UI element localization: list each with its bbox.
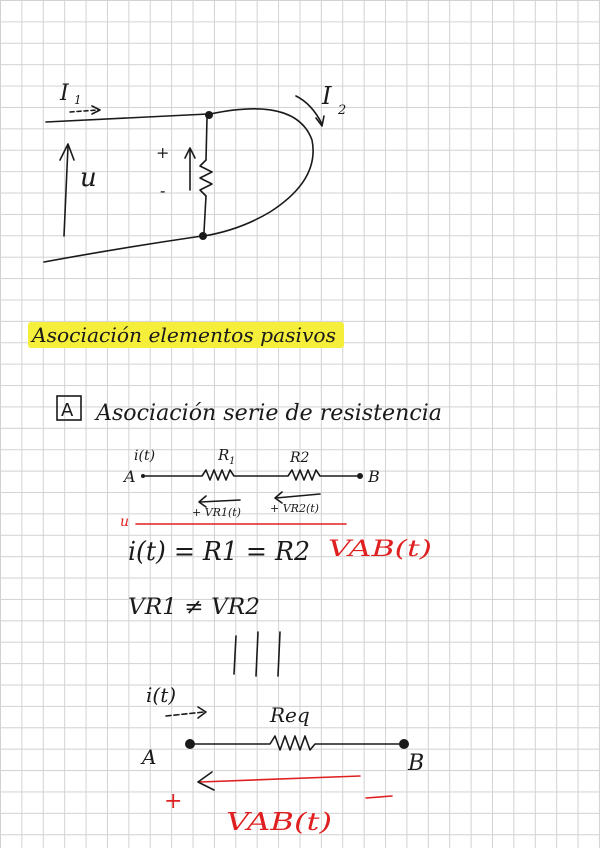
series-current-label: i(t) — [134, 448, 156, 464]
red-dash-tail — [366, 796, 392, 798]
equivalent-wire-with-req — [190, 736, 404, 750]
vr1-arrow — [200, 500, 240, 502]
equivalent-node-b-label: B — [408, 751, 425, 776]
red-u-label: u — [120, 514, 130, 530]
series-circuit — [120, 446, 380, 530]
red-vab-label: VAB(t) — [226, 808, 332, 836]
equivalence-mark — [234, 632, 280, 676]
element-lead-top — [206, 118, 207, 160]
red-vab-annotation: VAB(t) — [328, 537, 432, 562]
equations — [128, 537, 432, 620]
current-equality-equation: i(t) = R1 = R2 — [128, 537, 310, 567]
bottom-wire — [44, 236, 202, 262]
top-node-dot — [205, 111, 213, 119]
minus-sign: - — [160, 181, 166, 200]
vr1-label: + VR1(t) — [192, 506, 241, 519]
equivalent-current-label: i(t) — [146, 683, 177, 707]
equivalence-bar-3 — [278, 632, 280, 676]
current-i2-subscript: 2 — [338, 103, 347, 118]
D-shaped-loop-wire — [204, 109, 313, 236]
resistor-zigzag — [200, 160, 212, 196]
vr2-label: + VR2(t) — [270, 502, 319, 515]
r1-label: R — [218, 446, 230, 464]
current-i1-arrow — [70, 110, 98, 112]
r2-label: R2 — [290, 450, 310, 466]
equivalence-bar-1 — [234, 636, 236, 674]
element-lead-bottom — [204, 196, 206, 232]
top-wire — [46, 114, 208, 122]
current-i2-label: I — [322, 82, 332, 110]
current-i1-subscript: 1 — [74, 93, 82, 107]
r1-subscript: 1 — [229, 456, 236, 467]
equivalent-node-a-label: A — [142, 745, 157, 769]
equivalence-bar-2 — [256, 632, 258, 676]
top-circuit-sketch — [44, 81, 346, 262]
red-vab-arrow — [200, 776, 360, 782]
req-label: Req — [270, 703, 310, 727]
current-i1-label: I — [60, 81, 69, 106]
voltage-u-label: u — [80, 163, 97, 193]
voltage-u-arrow — [64, 146, 68, 236]
equivalent-node-b-dot — [399, 739, 409, 749]
section-heading: Asociación elementos pasivos — [29, 323, 337, 347]
bottom-node-dot — [199, 232, 207, 240]
highlighted-heading — [28, 322, 344, 348]
node-b-label: B — [368, 467, 380, 486]
equivalent-circuit — [140, 683, 424, 836]
vr2-arrow — [276, 494, 320, 498]
section-a-title — [57, 396, 442, 426]
red-plus-sign: + — [164, 789, 183, 814]
voltage-inequality: VR1 ≠ VR2 — [128, 595, 260, 620]
equivalent-current-arrow — [166, 712, 204, 716]
series-wire-with-resistors — [143, 470, 360, 480]
plus-sign: + — [156, 143, 170, 162]
section-letter: A — [61, 400, 74, 421]
node-b-dot — [357, 473, 363, 479]
node-a-label: A — [124, 467, 136, 486]
section-title: Asociación serie de resistencia — [93, 401, 442, 426]
